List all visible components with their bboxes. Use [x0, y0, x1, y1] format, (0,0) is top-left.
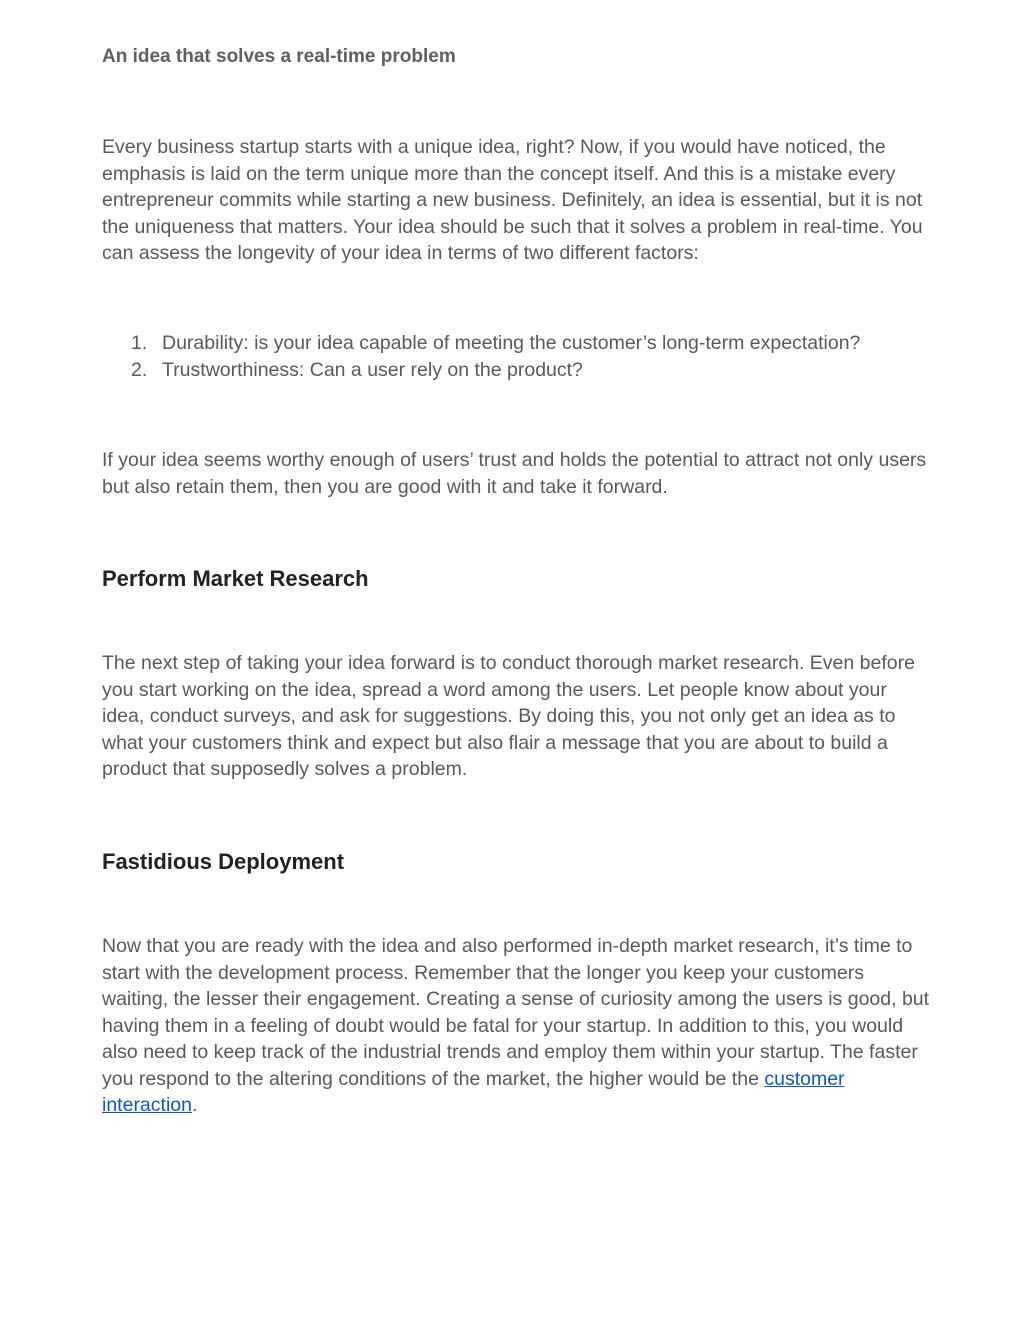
deployment-paragraph-trailing: . — [191, 1094, 198, 1116]
trust-paragraph: If your idea seems worthy enough of users’ trust and holds the potential to attract not only users but also retain them, then you are good with it and take it forward. — [102, 449, 927, 498]
customer-interaction-link[interactable]: customer interaction — [102, 1067, 845, 1116]
market-research-heading: Perform Market Research — [102, 566, 369, 591]
deployment-paragraph — [102, 933, 932, 1119]
list-item-text: Durability: is your idea capable of meeting the customer’s long-term expectation? — [162, 332, 861, 354]
list-item-number: 1. — [131, 332, 148, 354]
intro-paragraph: Every business startup starts with a unique idea, right? Now, if you would have noticed, the emphasis is laid on the term unique more than the concept itself. And this is a mistake every entrepreneur commits while starting a new business. Definitely, an idea is essential, but it is not the uniqueness that matters. Your idea should be such that it solves a problem in real-time. You can assess the longevity of your idea in terms of two different factors: — [102, 136, 923, 264]
factors-list — [131, 330, 931, 383]
list-item-text: Trustworthiness: Can a user rely on the product? — [162, 358, 583, 381]
section-subheading: An idea that solves a real-time problem — [102, 46, 456, 67]
deployment-paragraph-text: Now that you are ready with the idea and also performed in-depth market research, it’s time to start with the development process. Remember that the longer you keep your customers waiting, the lesser their engagement. Creating a sense of curiosity among the users is good, but having them in a feeling of doubt would be fatal for your startup. In addition to this, you would also need to keep track of the industrial trends and employ them within your startup. The faster you respond to the altering conditions of the market, the higher would be the — [102, 935, 930, 1090]
list-item — [131, 357, 931, 384]
list-item — [131, 330, 931, 357]
deployment-heading: Fastidious Deployment — [102, 849, 345, 874]
list-item-number: 2. — [131, 358, 148, 381]
market-research-paragraph: The next step of taking your idea forward is to conduct thorough market research. Even before you start working on the idea, spread a word among the users. Let people know about your idea, conduct surveys, and ask for suggestions. By doing this, you not only get an idea as to what your customers think and expect but also flair a message that you are about to build a product that supposedly solves a problem. — [102, 652, 915, 780]
